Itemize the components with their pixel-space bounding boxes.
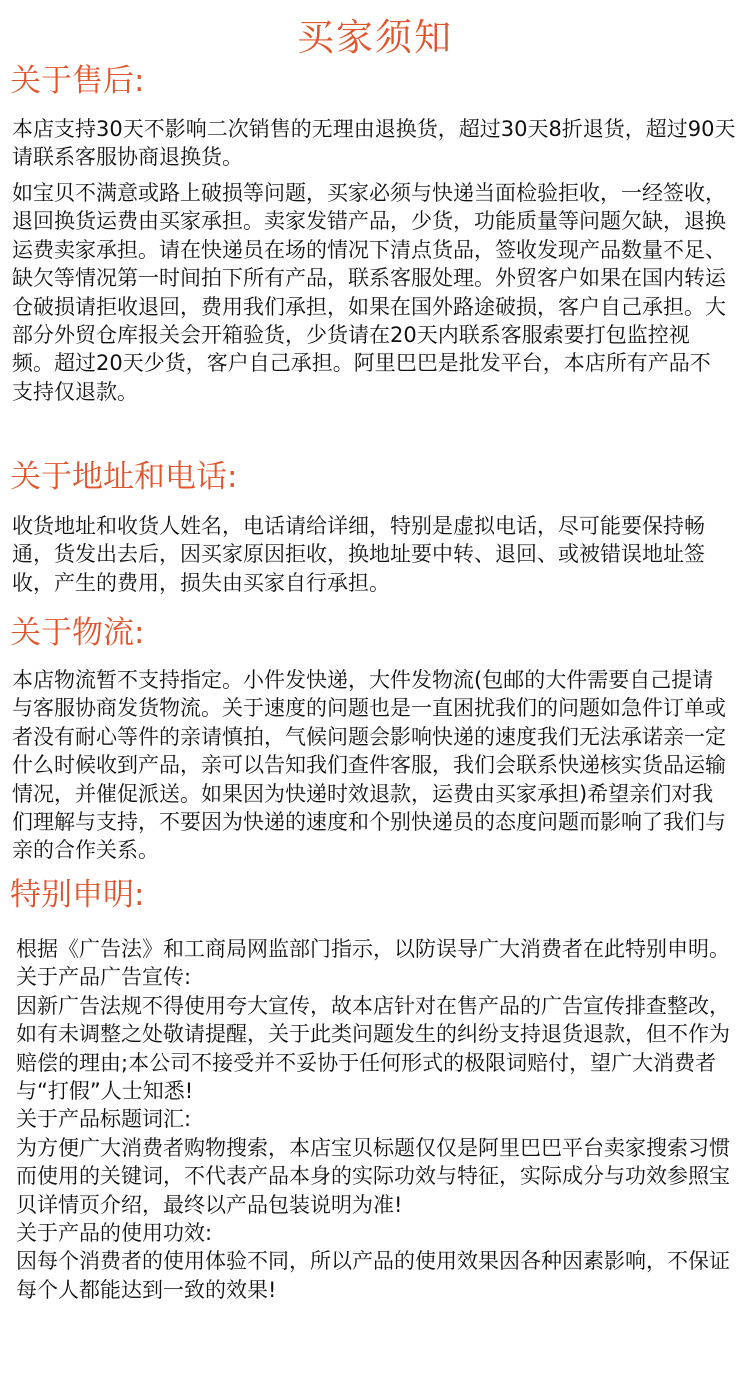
- logistics-paragraph: 本店物流暂不支持指定。小件发快递，大件发物流(包邮的大件需要自己提请与客服协商发货物流。关于速度的问题也是一直困扰我们的问题如急件订单或者没有耐心等件的亲请慎拍，气候问题会影响快递的速度我们无法承诺亲一定什么时候收到产品，亲可以告知我们查件客服，我们会联系快递核实货品运输情况，并催促派送。如果因为快递时效退款，运费由买家承担)希望亲们对我们理解与支持，不要因为快递的速度和个别快递员的态度问题而影响了我们与亲的合作关系。: [12, 668, 726, 863]
- statement-intro: 根据《广告法》和工商局网监部门指示，以防误导广大消费者在此特别申明。: [16, 937, 730, 961]
- heading-statement: 特别申明:: [10, 877, 145, 913]
- after-sales-paragraph-2: 如宝贝不满意或路上破损等问题，买家必须与快递当面检验拒收，一经签收，退回换货运费由买家承担。卖家发错产品，少货，功能质量等问题欠缺，退换运费卖家承担。请在快递员在场的情况下清点货品，签收发现产品数量不足、缺欠等情况第一时间拍下所有产品，联系客服处理。外贸客户如果在国内转运仓破损请拒收退回，费用我们承担，如果在国外路途破损，客户自己承担。大部分外贸仓库报关会开箱验货，少货请在20天内联系客服索要打包监控视频。超过20天少货，客户自己承担。阿里巴巴是批发平台，本店所有产品不支持仅退款。: [12, 181, 726, 404]
- statement-sub1-body: 因新广告法规不得使用夸大宣传，故本店针对在售产品的广告宣传排查整改，如有未调整之处敬请提醒，关于此类问题发生的纠纷支持退货退款，但不作为赔偿的理由;本公司不接受并不妥协于任何形式的极限词赔付，望广大消费者与“打假”人士知悉!: [16, 993, 730, 1104]
- statement-sub1-title: 关于产品广告宣传:: [16, 965, 192, 990]
- statement-sub2-body: 为方便广大消费者购物搜索，本店宝贝标题仅仅是阿里巴巴平台卖家搜索习惯而使用的关键词，不代表产品本身的实际功效与特征，实际成分与功效参照宝贝详情页介绍，最终以产品包装说明为准!: [16, 1135, 730, 1217]
- heading-address: 关于地址和电话:: [10, 459, 238, 495]
- after-sales-paragraph-1: 本店支持30天不影响二次销售的无理由退换货，超过30天8折退货，超过90天请联系客服协商退换货。: [12, 117, 736, 170]
- statement-block: [16, 935, 732, 1304]
- statement-sub2-title: 关于产品标题词汇:: [16, 1107, 192, 1132]
- statement-sub3-title: 关于产品的使用功效:: [16, 1221, 213, 1246]
- statement-sub3-body: 因每个消费者的使用体验不同，所以产品的使用效果因各种因素影响，不保证每个人都能达到一致的效果!: [16, 1249, 730, 1302]
- heading-logistics: 关于物流:: [10, 615, 145, 651]
- page-title: 买家须知: [297, 16, 453, 59]
- heading-after-sales: 关于售后:: [10, 63, 145, 99]
- address-paragraph: 收货地址和收货人姓名，电话请给详细，特别是虚拟电话，尽可能要保持畅通，货发出去后，因买家原因拒收，换地址要中转、退回、或被错误地址签收，产生的费用，损失由买家自行承担。: [12, 514, 705, 595]
